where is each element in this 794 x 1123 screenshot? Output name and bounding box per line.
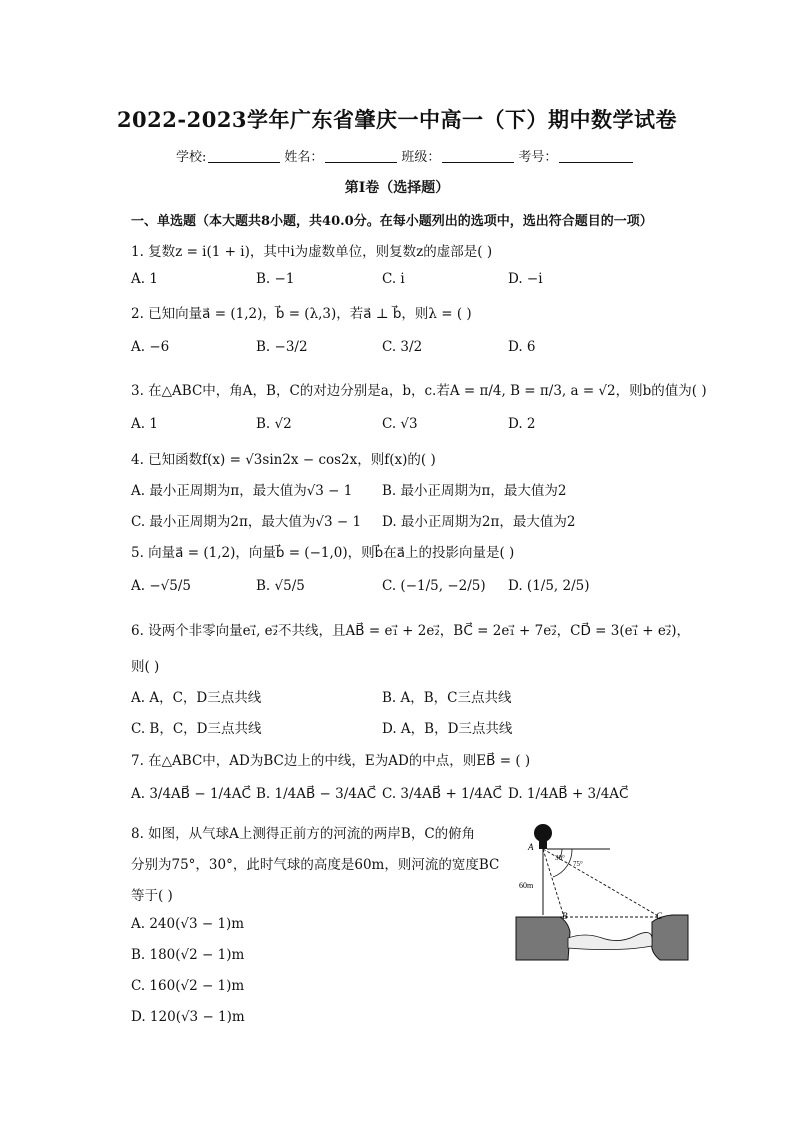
question-5-option-d[interactable]: D. (1/5, 2/5)	[508, 578, 590, 594]
right-bank	[652, 915, 688, 960]
question-2-option-b[interactable]: B. −3/2	[256, 339, 308, 355]
question-8-option-b[interactable]: B. 180(√2 − 1)m	[131, 947, 245, 963]
question-7-option-d[interactable]: D. 1/4AB⃗ + 3/4AC⃗	[508, 786, 629, 802]
label-b: B	[562, 911, 568, 921]
question-8-option-a[interactable]: A. 240(√3 − 1)m	[131, 916, 245, 932]
question-1-option-d[interactable]: D. −i	[508, 271, 543, 287]
balloon-basket	[539, 841, 547, 849]
name-label: 姓名：	[284, 150, 324, 165]
question-2-option-d[interactable]: D. 6	[508, 339, 536, 355]
question-2-stem: 2. 已知向量a⃗ = (1,2)，b⃗ = (λ,3)，若a⃗ ⊥ b⃗，则λ = ( )	[131, 306, 472, 322]
school-label: 学校:	[176, 150, 207, 165]
river	[568, 932, 652, 949]
question-3-option-c[interactable]: C. √3	[382, 416, 418, 432]
question-7-option-a[interactable]: A. 3/4AB⃗ − 1/4AC⃗	[131, 786, 251, 802]
question-3-stem: 3. 在△ABC中，角A，B，C的对边分别是a，b，c.若A = π/4, B = π/3, a = √2，则b的值为( )	[131, 383, 707, 399]
exam-title: 2022-2023学年广东省肇庆一中高一（下）期中数学试卷	[116, 107, 678, 132]
question-6-stem: 6. 设两个非零向量e₁⃗, e₂⃗不共线，且AB⃗ = e₁⃗ + 2e₂⃗，BC⃗ = 2e₁⃗ + 7e₂⃗，CD⃗ = 3(e₁⃗ + e₂⃗)，	[131, 623, 691, 639]
label-height: 60m	[519, 881, 534, 890]
question-5-option-a[interactable]: A. −√5/5	[131, 578, 191, 594]
question-6-option-d[interactable]: D. A，B，D三点共线	[382, 721, 513, 737]
question-4-option-d[interactable]: D. 最小正周期为2π，最大值为2	[382, 514, 576, 530]
question-4-option-b[interactable]: B. 最小正周期为π，最大值为2	[382, 483, 567, 499]
student-info-row	[176, 146, 637, 165]
section-heading: 一、单选题（本大题共8小题，共40.0分。在每小题列出的选项中，选出符合题目的一项）	[131, 214, 653, 229]
question-5-option-c[interactable]: C. (−1/5, −2/5)	[382, 578, 486, 594]
label-c: C	[656, 911, 663, 921]
question-5-stem: 5. 向量a⃗ = (1,2)，向量b⃗ = (−1,0)，则b⃗在a⃗上的投影向量是( )	[131, 545, 515, 561]
question-4-option-a[interactable]: A. 最小正周期为π，最大值为√3 − 1	[131, 483, 353, 499]
question-7-option-c[interactable]: C. 3/4AB⃗ + 1/4AC⃗	[382, 786, 502, 802]
question-6-option-a[interactable]: A. A，C，D三点共线	[131, 690, 262, 706]
name-field[interactable]	[325, 148, 397, 163]
question-6-option-c[interactable]: C. B，C，D三点共线	[131, 721, 262, 737]
label-angle-30: 30°	[555, 854, 565, 862]
question-2-option-c[interactable]: C. 3/2	[382, 339, 423, 355]
question-3-option-b[interactable]: B. √2	[256, 416, 292, 432]
question-8-stem-cont2: 等于( )	[131, 888, 173, 904]
question-8-option-d[interactable]: D. 120(√3 − 1)m	[131, 1009, 245, 1025]
class-field[interactable]	[442, 148, 514, 163]
question-8-stem: 8. 如图，从气球A上测得正前方的河流的两岸B，C的俯角	[131, 826, 476, 842]
exam-no-label: 考号：	[518, 150, 558, 165]
question-2-option-a[interactable]: A. −6	[131, 339, 170, 355]
question-7-option-b[interactable]: B. 1/4AB⃗ − 3/4AC⃗	[256, 786, 377, 802]
balloon-icon	[534, 824, 552, 842]
question-8-option-c[interactable]: C. 160(√2 − 1)m	[131, 978, 245, 994]
school-field[interactable]	[208, 148, 280, 163]
question-6-option-b[interactable]: B. A，B，C三点共线	[382, 690, 512, 706]
balloon-river-figure	[510, 820, 695, 965]
question-4-option-c[interactable]: C. 最小正周期为2π，最大值为√3 − 1	[131, 514, 362, 530]
exam-no-field[interactable]	[559, 148, 633, 163]
class-label: 班级：	[401, 150, 441, 165]
question-1-option-a[interactable]: A. 1	[131, 271, 158, 287]
question-4-stem: 4. 已知函数f(x) = √3sin2x − cos2x，则f(x)的( )	[131, 452, 436, 468]
question-5-option-b[interactable]: B. √5/5	[256, 578, 305, 594]
question-7-stem: 7. 在△ABC中，AD为BC边上的中线，E为AD的中点，则EB⃗ = ( )	[131, 753, 531, 769]
label-a: A	[528, 842, 534, 852]
question-1-option-c[interactable]: C. i	[382, 271, 405, 287]
label-angle-75: 75°	[573, 860, 583, 868]
question-3-option-a[interactable]: A. 1	[131, 416, 158, 432]
left-bank	[516, 917, 570, 960]
part-title: 第I卷（选择题）	[344, 180, 450, 196]
question-6-stem-cont: 则( )	[131, 659, 160, 675]
question-1-option-b[interactable]: B. −1	[256, 271, 295, 287]
question-8-stem-cont: 分别为75°，30°，此时气球的高度是60m，则河流的宽度BC	[131, 857, 500, 873]
question-3-option-d[interactable]: D. 2	[508, 416, 536, 432]
question-1-stem: 1. 复数z = i(1 + i)，其中i为虚数单位，则复数z的虚部是( )	[131, 244, 493, 260]
